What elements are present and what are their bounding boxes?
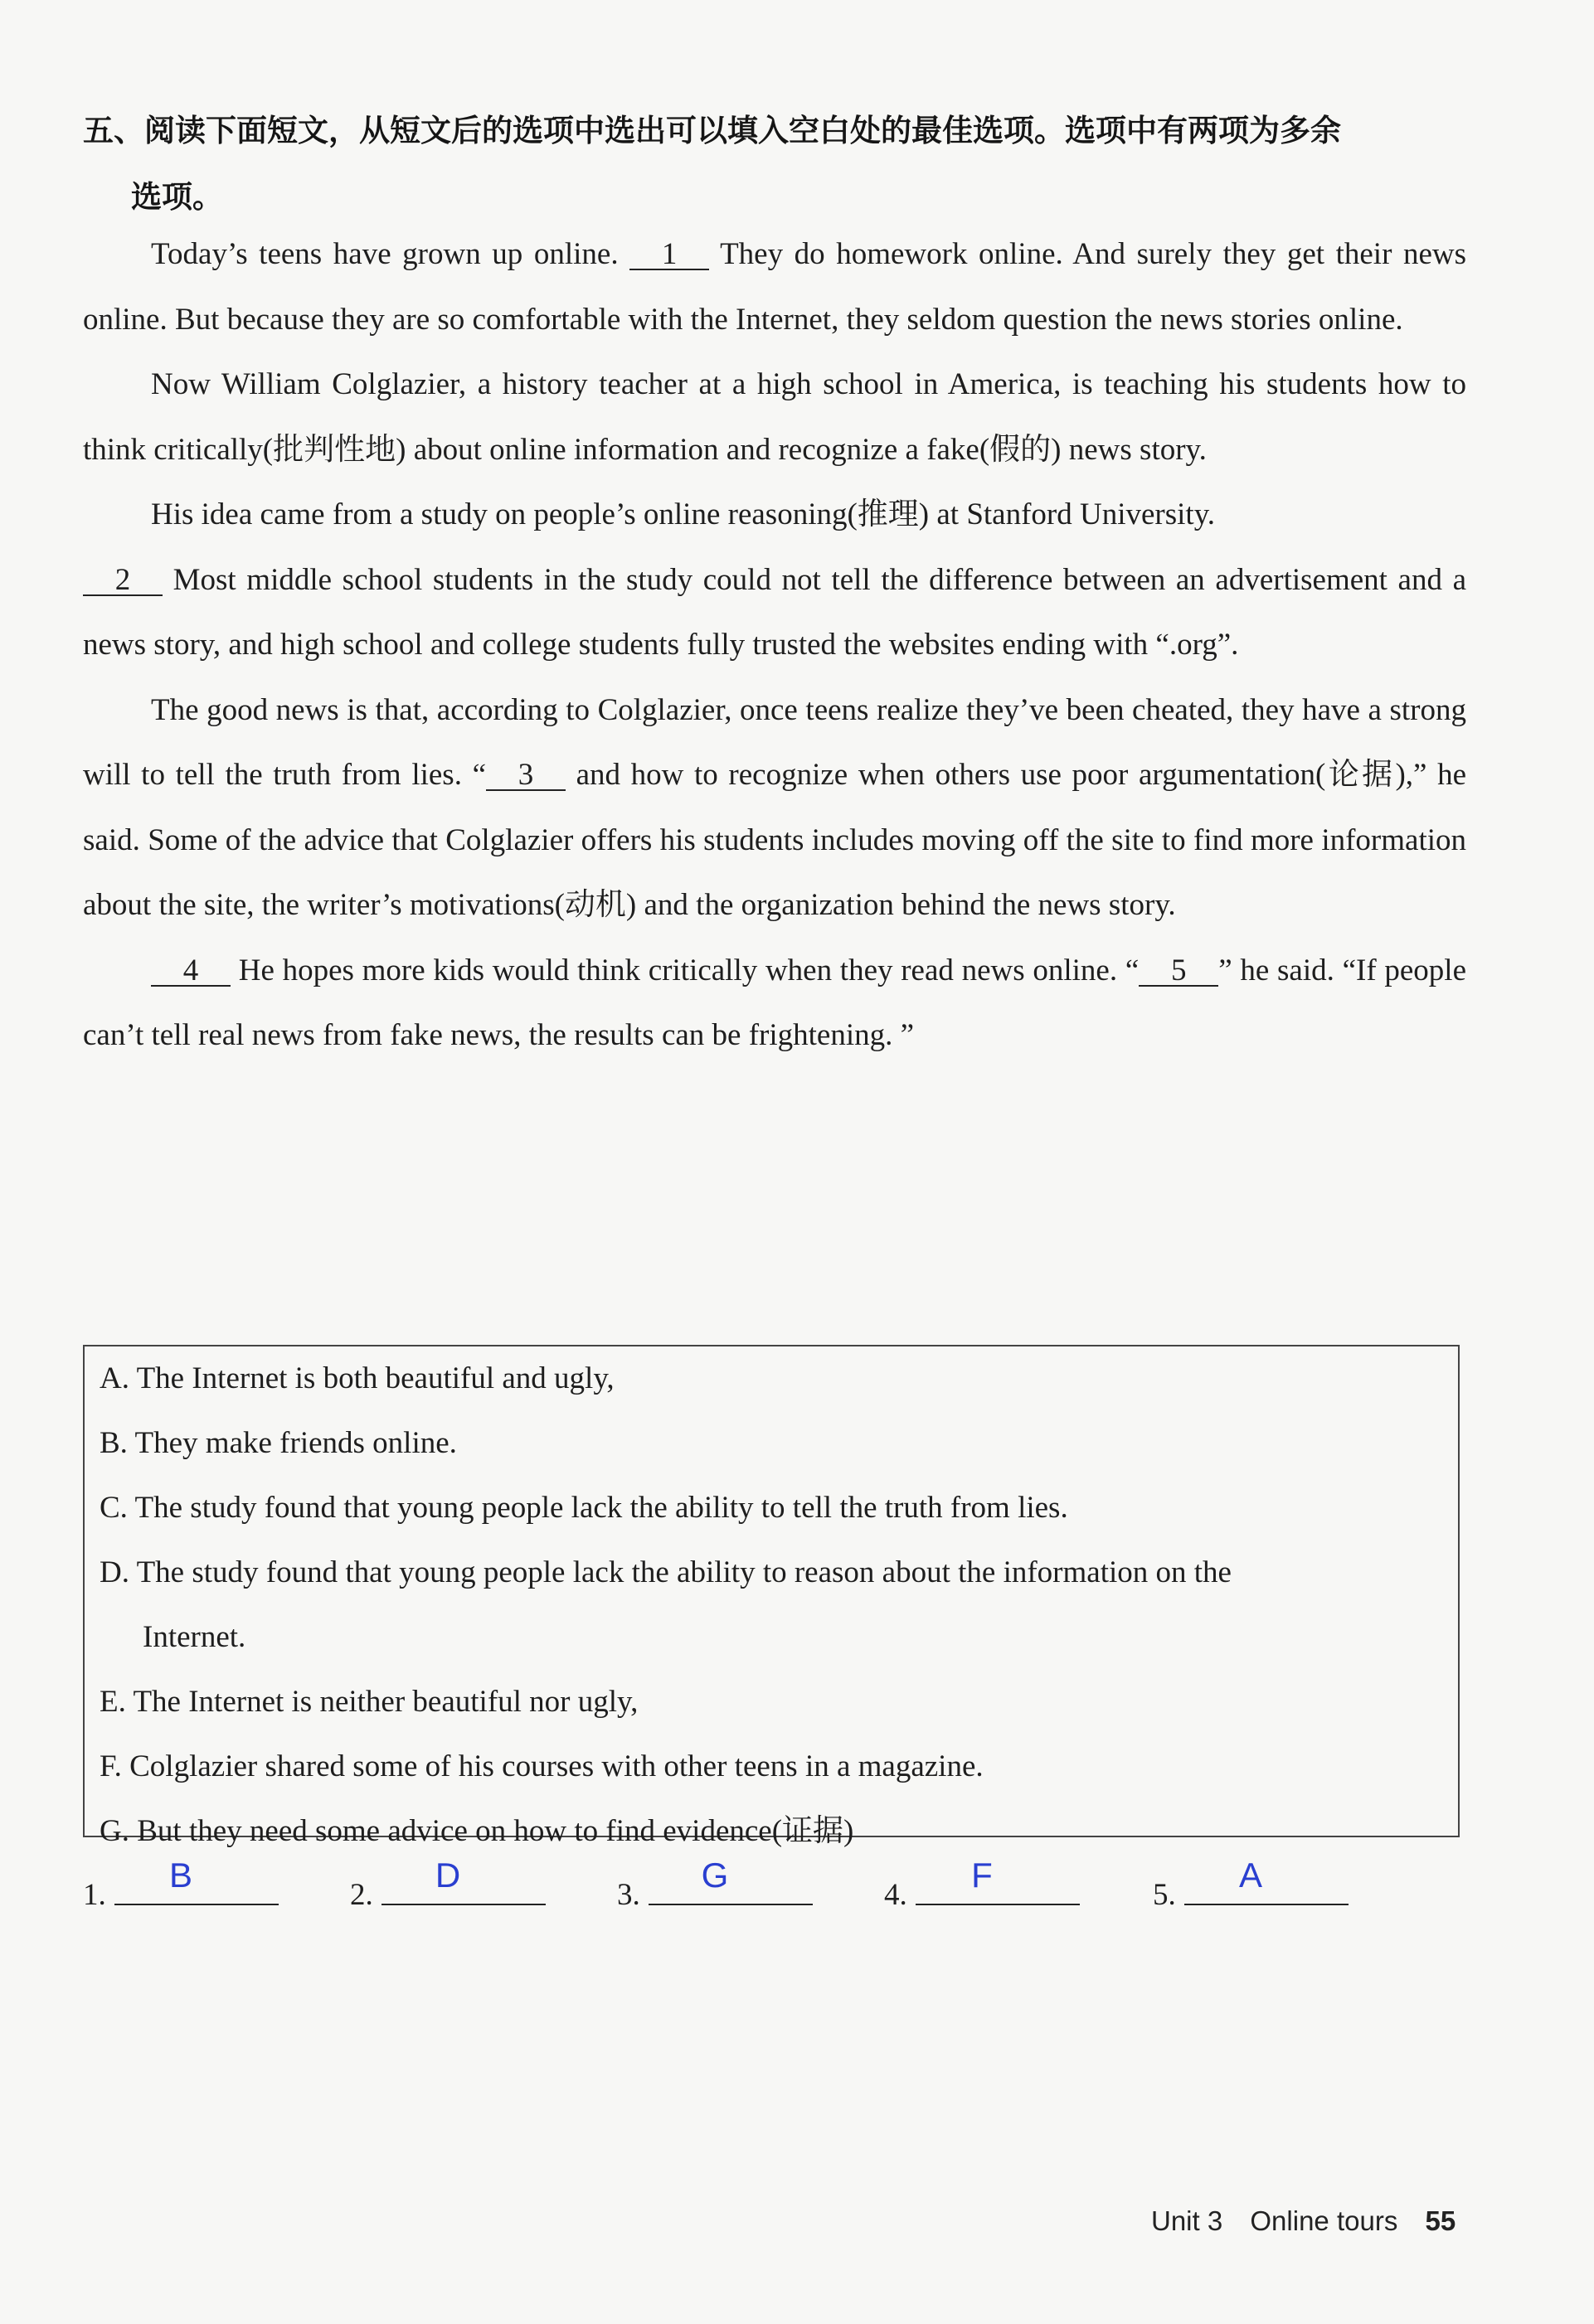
paragraph-3 [83,483,1466,548]
blank-2: 2 [83,566,163,596]
footer-title: Online tours [1250,2205,1398,2236]
p1-text-a: Today’s teens have grown up online. [151,237,619,271]
option-letter: A. [100,1361,129,1395]
option-letter: B. [100,1426,128,1460]
blank-5: 5 [1139,957,1218,987]
answer-number: 4. [884,1878,907,1912]
option-letter: G. [100,1814,129,1848]
option-f [100,1735,1445,1799]
option-text: The study found that young people lack the ability to tell the truth from lies. [134,1491,1068,1525]
option-letter: E. [100,1685,126,1719]
answer-number: 2. [350,1878,373,1912]
reading-passage [83,222,1466,1069]
answer-value[interactable]: B [168,1856,192,1895]
p3-text-a: His idea came from a study on people’s online reasoning(推理) at Stanford University. [151,497,1216,531]
section-heading [83,98,1493,230]
option-text-cont: Internet. [143,1620,246,1654]
answer-line [381,1904,546,1905]
answer-row [83,1849,1460,1924]
answer-number: 3. [617,1878,640,1912]
option-c [100,1476,1445,1540]
answer-value[interactable]: D [435,1856,461,1895]
paragraph-5 [83,939,1466,1069]
p3-text-b: Most middle school students in the study could not tell the difference between an advertisement and a news story, and high school and college students fully trusted the websites ending with “.org”. [83,562,1466,662]
option-text: The study found that young people lack the ability to reason about the information on the [136,1555,1232,1589]
options-box [83,1345,1460,1848]
p5-text-b: ” he said. “If people can’t tell real news from fake news, the results can be frightening. ” [83,953,1467,1052]
option-text: Colglazier shared some of his courses with other teens in a magazine. [129,1749,984,1783]
answer-number: 5. [1153,1878,1176,1912]
option-a [100,1346,1445,1411]
option-text: The Internet is both beautiful and ugly, [136,1361,615,1395]
paragraph-3-cont [83,548,1466,678]
blank-3: 3 [486,761,566,791]
footer-unit: Unit 3 [1151,2205,1223,2236]
p5-text-a: He hopes more kids would think critically when they read news online. “ [238,953,1140,987]
p4-text-a: The good news is that, according to Colglazier, once teens realize they’ve been cheated, they have a strong will to tell the truth from lies. “ [83,692,1466,792]
p4-text-b: and how to recognize when others use poor argumentation(论据),” he said. Some of the advice that Colglazier offers his students includes moving off the site to find more information about the site, the writer’s motivations(动机) and the organization behind the news story. [83,758,1466,922]
paragraph-4 [83,678,1466,939]
page-number: 55 [1425,2205,1456,2236]
option-d [100,1540,1445,1670]
heading-line-2: 选项。 [131,179,223,215]
answer-value[interactable]: F [971,1856,993,1895]
option-text: But they need some advice on how to find evidence(证据) [137,1814,854,1848]
option-b [100,1411,1445,1476]
option-text: They make friends online. [134,1426,457,1460]
answer-line [1184,1904,1349,1905]
option-e [100,1670,1445,1735]
paragraph-1 [83,222,1466,352]
option-text: The Internet is neither beautiful nor ugly, [133,1685,639,1719]
option-letter: F. [100,1749,122,1783]
option-letter: D. [100,1555,129,1589]
blank-4: 4 [151,957,231,987]
p1-text-b: They do homework online. And surely they get their news online. But because they are so comfortable with the Internet, they seldom question the news stories online. [83,237,1467,337]
answer-value[interactable]: G [701,1856,729,1895]
paragraph-2: Now William Colglazier, a history teacher at a high school in America, is teaching his students how to think critically(批判性地) about online information and recognize a fake(假的) news story. [83,367,1466,467]
page-footer [1151,2205,1455,2237]
option-letter: C. [100,1491,128,1525]
answer-line [649,1904,813,1905]
answer-line [916,1904,1080,1905]
answer-value[interactable]: A [1238,1856,1262,1895]
blank-1: 1 [629,240,709,270]
answer-number: 1. [83,1878,106,1912]
heading-line-1: 五、阅读下面短文，从短文后的选项中选出可以填入空白处的最佳选项。选项中有两项为多余 [83,113,1341,148]
answer-line [114,1904,279,1905]
